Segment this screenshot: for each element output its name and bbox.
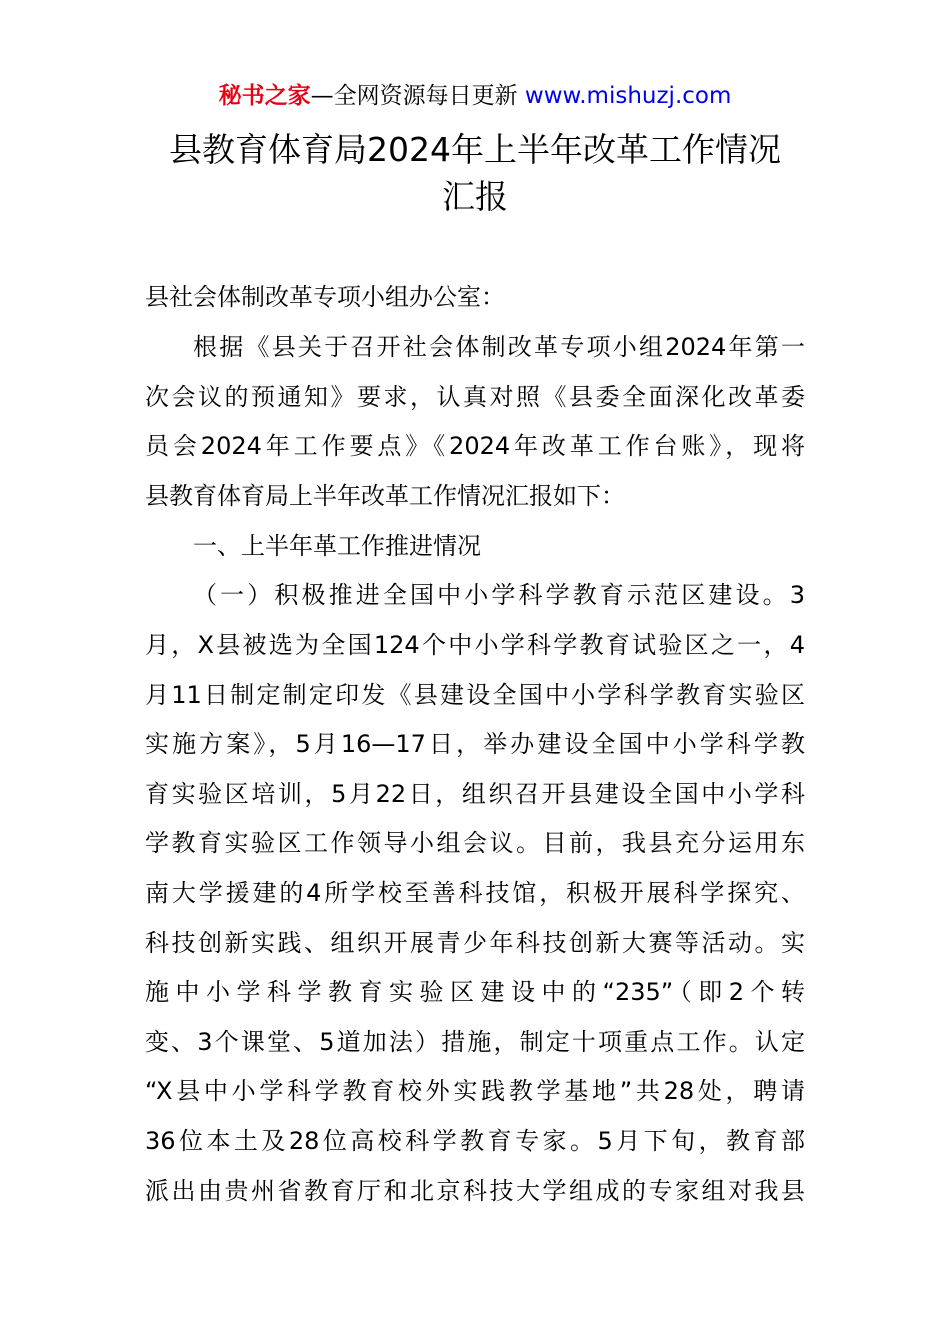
- paragraph-line: 变、3个课堂、5道加法）措施，制定十项重点工作。认定: [145, 1028, 805, 1056]
- site-header: [0, 80, 950, 112]
- paragraph-line: 次会议的预通知》要求，认真对照《县委全面深化改革委: [145, 383, 805, 411]
- section-heading: 一、上半年革工作推进情况: [193, 532, 481, 560]
- paragraph-line: 月，X县被选为全国124个中小学科学教育试验区之一，4: [145, 631, 805, 659]
- addressee: 县社会体制改革专项小组办公室：: [145, 283, 505, 311]
- paragraph-line: 派出由贵州省教育厅和北京科技大学组成的专家组对我县: [145, 1177, 805, 1205]
- site-tagline: —全网资源每日更新: [310, 83, 525, 109]
- paragraph-line: 施中小学科学教育实验区建设中的“235”（即2个转: [145, 978, 805, 1006]
- paragraph-line: 南大学援建的4所学校至善科技馆，积极开展科学探究、: [145, 879, 805, 907]
- paragraph-line: 县教育体育局上半年改革工作情况汇报如下：: [145, 482, 625, 510]
- site-brand: 秘书之家: [218, 83, 311, 109]
- paragraph-line: 员会2024年工作要点》《2024年改革工作台账》，现将: [145, 432, 805, 460]
- paragraph-line: 学教育实验区工作领导小组会议。目前，我县充分运用东: [145, 829, 805, 857]
- paragraph-line: 36位本土及28位高校科学教育专家。5月下旬，教育部: [145, 1127, 805, 1155]
- paragraph-line: “X县中小学科学教育校外实践教学基地”共28处，聘请: [145, 1077, 805, 1105]
- paragraph-line: 育实验区培训，5月22日，组织召开县建设全国中小学科: [145, 780, 805, 808]
- document-title-line-1: 县教育体育局2024年上半年改革工作情况: [169, 130, 781, 169]
- paragraph-line: 根据《县关于召开社会体制改革专项小组2024年第一: [193, 333, 805, 361]
- paragraph-line: 实施方案》，5月16—17日，举办建设全国中小学科学教: [145, 730, 805, 758]
- paragraph-line: （一）积极推进全国中小学科学教育示范区建设。3: [193, 581, 805, 609]
- paragraph-line: 科技创新实践、组织开展青少年科技创新大赛等活动。实: [145, 929, 805, 957]
- document-title-line-2: 汇报: [442, 177, 508, 216]
- site-url-link[interactable]: www.mishuzj.com: [524, 83, 732, 109]
- paragraph-line: 月11日制定制定印发《县建设全国中小学科学教育实验区: [145, 681, 805, 709]
